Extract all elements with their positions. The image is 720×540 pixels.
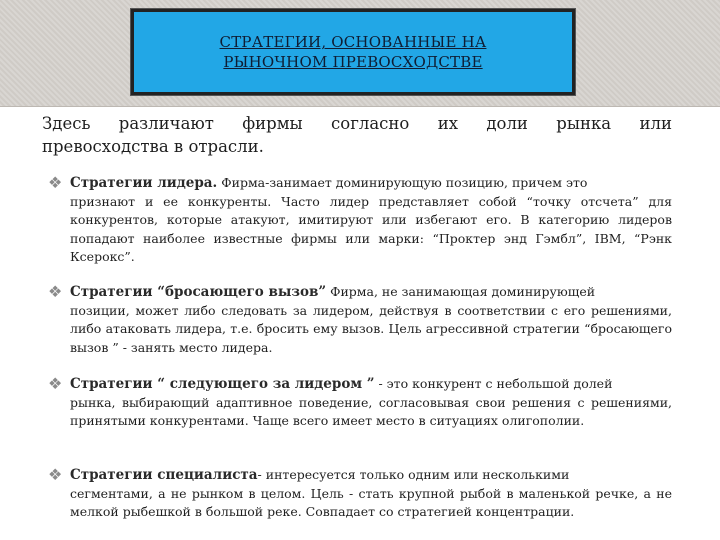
section-text: - интересуется только одним или несколькими bbox=[257, 467, 570, 482]
section-leader-strategy bbox=[48, 174, 672, 267]
intro-word: фирмы bbox=[242, 114, 303, 133]
section-text: Фирма-занимает доминирующую позицию, причем это bbox=[217, 175, 588, 190]
diamond-bullet-icon: ❖ bbox=[48, 173, 63, 192]
intro-line-1 bbox=[42, 112, 672, 135]
diamond-bullet-icon: ❖ bbox=[48, 282, 63, 301]
intro-word: доли bbox=[486, 114, 528, 133]
section-specialist-strategy bbox=[48, 466, 672, 522]
intro-word: различают bbox=[118, 114, 214, 133]
intro-line-2: превосходства в отрасли. bbox=[42, 137, 264, 156]
section-challenger-strategy bbox=[48, 283, 672, 357]
section-text: Фирма, не занимающая доминирующей bbox=[326, 284, 596, 299]
header-band bbox=[0, 0, 720, 107]
intro-word: их bbox=[437, 114, 459, 133]
section-lead: Стратегии специалиста bbox=[70, 467, 258, 483]
section-text-continued: признают и ее конкуренты. Часто лидер представляет собой “точку отсчета” для конкурентов, которые атакуют, имитируют или избегают его. В категорию лидеров попадают наиболее известные фирмы или марки: “Проктер энд Гэмбл”, IBM, “Рэнк Ксерокс”. bbox=[70, 193, 672, 264]
section-lead: Стратегии “ следующего за лидером ” bbox=[70, 376, 375, 392]
intro-paragraph bbox=[42, 112, 672, 158]
section-text-continued: рынка, выбирающий адаптивное поведение, согласовывая свои решения с решениями, принятыми конкурентами. Чаще всего имеет место в ситуациях олигополии. bbox=[70, 394, 672, 428]
intro-word: или bbox=[639, 114, 672, 133]
diamond-bullet-icon: ❖ bbox=[48, 374, 63, 393]
title-line-1: СТРАТЕГИИ, ОСНОВАННЫЕ НА bbox=[219, 33, 487, 51]
section-text: - это конкурент с небольшой долей bbox=[374, 376, 613, 391]
intro-word: Здесь bbox=[42, 114, 91, 133]
section-text-continued: сегментами, а не рынком в целом. Цель - стать крупной рыбой в маленькой речке, а не мелкой рыбешкой в большой реке. Совпадает со стратегией концентрации. bbox=[70, 485, 672, 519]
section-follower-strategy bbox=[48, 375, 672, 431]
diamond-bullet-icon: ❖ bbox=[48, 465, 63, 484]
section-lead: Стратегии “бросающего вызов” bbox=[70, 284, 327, 300]
slide-title bbox=[220, 32, 487, 72]
title-box bbox=[131, 9, 575, 95]
title-line-2: РЫНОЧНОМ ПРЕВОСХОДСТВЕ bbox=[223, 53, 483, 71]
intro-word: рынка bbox=[556, 114, 612, 133]
section-lead: Стратегии лидера. bbox=[70, 175, 218, 191]
section-text-continued: позиции, может либо следовать за лидером, действуя в соответствии с его решениями, либо атаковать лидера, т.е. бросить ему вызов. Цель агрессивной стратегии “бросающего вызов ” - занять место лидера. bbox=[70, 302, 672, 355]
intro-word: согласно bbox=[331, 114, 410, 133]
